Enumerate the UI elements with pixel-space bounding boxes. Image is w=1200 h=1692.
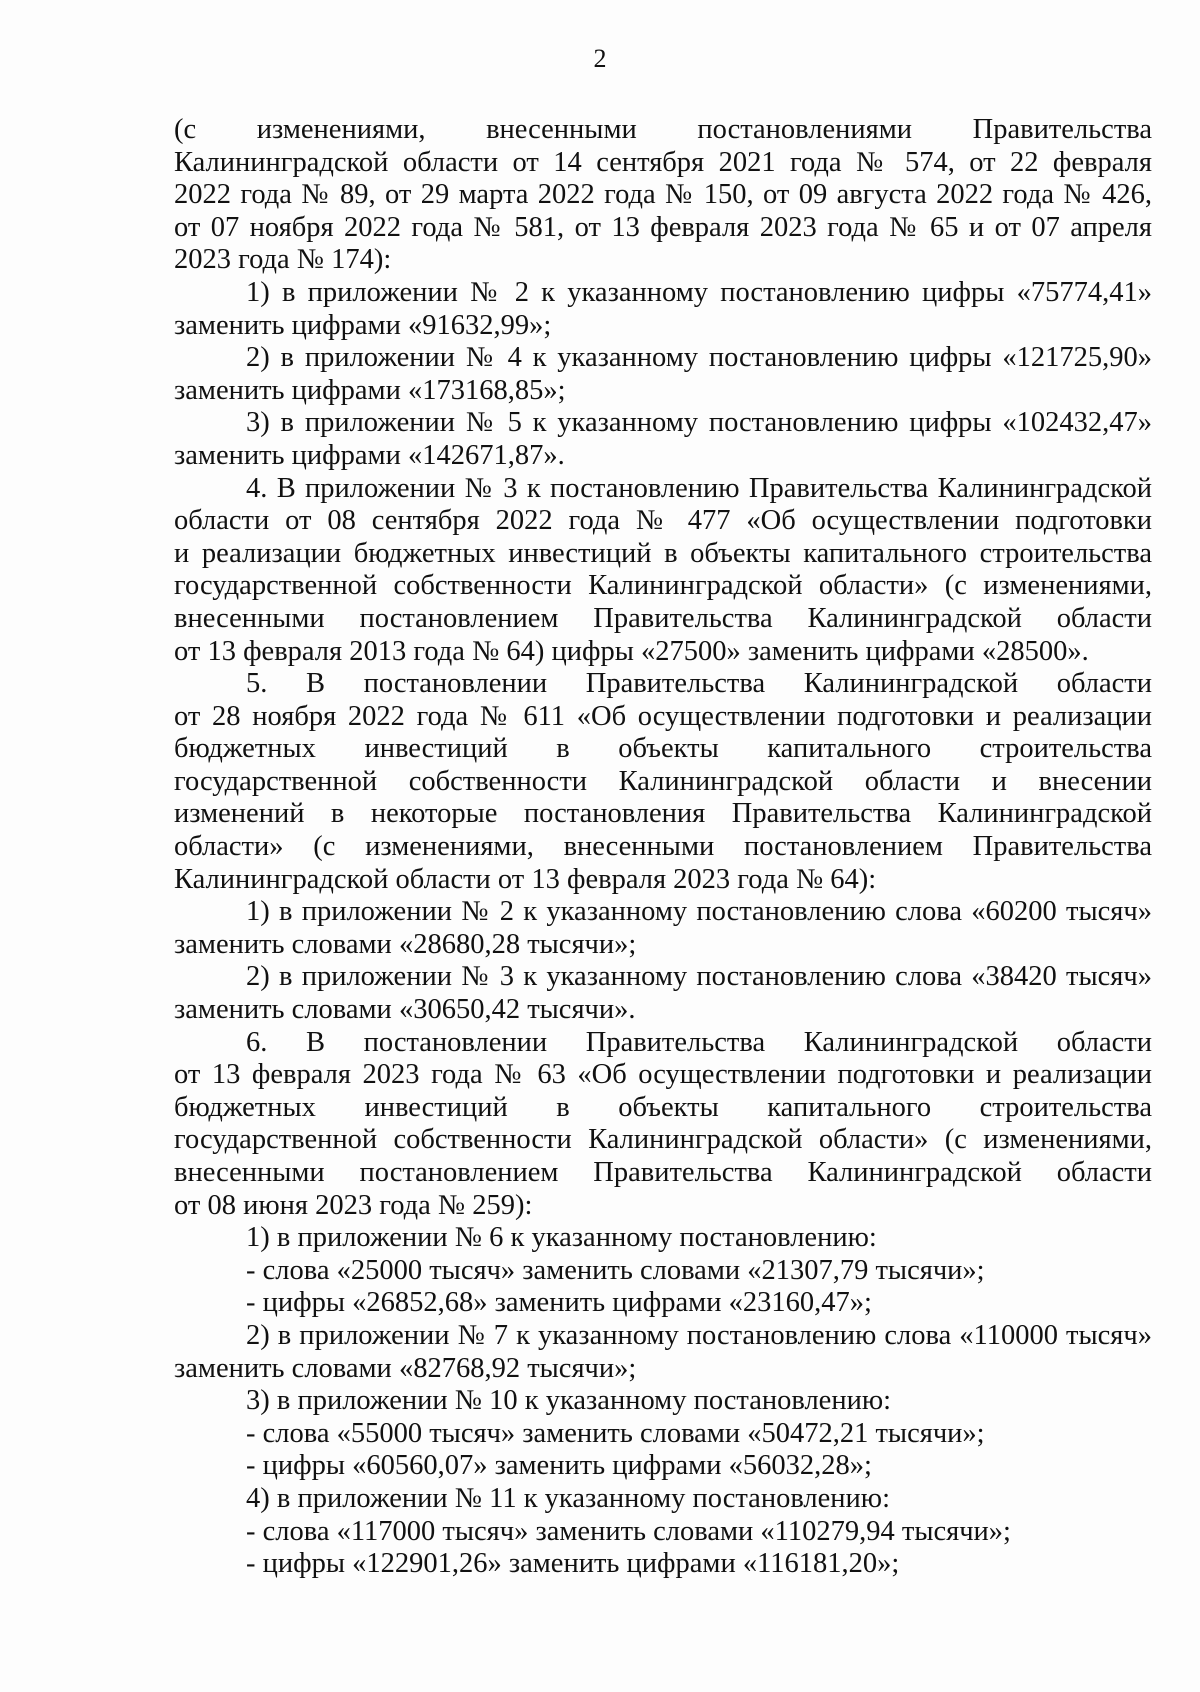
page-number: 2 <box>593 44 607 73</box>
text-line: 1) в приложении № 6 к указанному постановлению: <box>246 1222 877 1254</box>
text-line: 5. В постановлении Правительства Калининградской области <box>246 668 1152 700</box>
text-line: 2) в приложении № 4 к указанному постановлению цифры «121725,90» <box>246 342 1152 374</box>
text-line: Калининградской области от 13 февраля 2023 года № 64): <box>174 863 877 895</box>
text-line: внесенными постановлением Правительства Калининградской области <box>174 1157 1152 1188</box>
text-line: - цифры «26852,68» заменить цифрами «23160,47»; <box>246 1287 872 1319</box>
text-line: 4. В приложении № 3 к постановлению Правительства Калининградской <box>246 472 1152 504</box>
text-line: 2) в приложении № 3 к указанному постановлению слова «38420 тысяч» <box>246 961 1152 993</box>
text-line: государственной собственности Калининградской области» (с изменениями, <box>174 1124 1152 1156</box>
text-line: - цифры «60560,07» заменить цифрами «56032,28»; <box>246 1450 872 1482</box>
text-line: заменить словами «82768,92 тысячи»; <box>174 1352 637 1384</box>
text-line: от 08 июня 2023 года № 259): <box>174 1189 533 1221</box>
text-line: 3) в приложении № 5 к указанному постановлению цифры «102432,47» <box>246 407 1152 439</box>
text-line: - слова «117000 тысяч» заменить словами «110279,94 тысячи»; <box>246 1515 1011 1547</box>
text-line: заменить цифрами «142671,87». <box>174 439 565 471</box>
text-line: области» (с изменениями, внесенными постановлением Правительства <box>174 831 1152 863</box>
text-line: - слова «55000 тысяч» заменить словами «50472,21 тысячи»; <box>246 1417 985 1449</box>
text-line: заменить словами «28680,28 тысячи»; <box>174 928 637 960</box>
text-line: изменений в некоторые постановления Правительства Калининградской <box>174 798 1152 830</box>
text-line: государственной собственности Калининградской области» (с изменениями, <box>174 570 1152 602</box>
text-line: бюджетных инвестиций в объекты капитального строительства <box>174 1091 1152 1123</box>
text-line: от 13 февраля 2023 года № 63 «Об осуществлении подготовки и реализации <box>174 1059 1152 1091</box>
text-line: области от 08 сентября 2022 года № 477 «Об осуществлении подготовки <box>174 505 1152 537</box>
text-line: 1) в приложении № 2 к указанному постановлению цифры «75774,41» <box>246 276 1152 308</box>
text-line: заменить цифрами «91632,99»; <box>174 309 552 341</box>
text-line: 1) в приложении № 2 к указанному постановлению слова «60200 тысяч» <box>246 896 1152 928</box>
text-line: внесенными постановлением Правительства Калининградской области <box>174 602 1152 634</box>
text-line: - слова «25000 тысяч» заменить словами «21307,79 тысячи»; <box>246 1254 985 1286</box>
text-line: 2022 года № 89, от 29 марта 2022 года № 150, от 09 августа 2022 года № 426, <box>174 179 1152 211</box>
text-line: заменить словами «30650,42 тысячи». <box>174 994 636 1026</box>
text-line: (с изменениями, внесенными постановлениями Правительства <box>174 114 1152 145</box>
text-line: от 07 ноября 2022 года № 581, от 13 февраля 2023 года № 65 и от 07 апреля <box>174 211 1152 243</box>
document-body <box>174 114 1152 1581</box>
text-line: и реализации бюджетных инвестиций в объекты капитального строительства <box>174 537 1152 569</box>
text-line: 2023 года № 174): <box>174 244 392 276</box>
text-line: Калининградской области от 14 сентября 2021 года № 574, от 22 февраля <box>174 146 1152 178</box>
text-line: заменить цифрами «173168,85»; <box>174 374 566 406</box>
text-line: от 28 ноября 2022 года № 611 «Об осуществлении подготовки и реализации <box>174 700 1152 732</box>
text-line: государственной собственности Калининградской области и внесении <box>174 765 1152 797</box>
text-line: бюджетных инвестиций в объекты капитального строительства <box>174 733 1152 765</box>
text-line: 2) в приложении № 7 к указанному постановлению слова «110000 тысяч» <box>246 1319 1152 1351</box>
text-line: 6. В постановлении Правительства Калининградской области <box>246 1026 1152 1058</box>
text-line: 4) в приложении № 11 к указанному постановлению: <box>246 1482 890 1514</box>
text-line: 3) в приложении № 10 к указанному постановлению: <box>246 1385 892 1417</box>
text-line: от 13 февраля 2013 года № 64) цифры «27500» заменить цифрами «28500». <box>174 635 1089 667</box>
text-line: - цифры «122901,26» заменить цифрами «116181,20»; <box>246 1548 900 1580</box>
